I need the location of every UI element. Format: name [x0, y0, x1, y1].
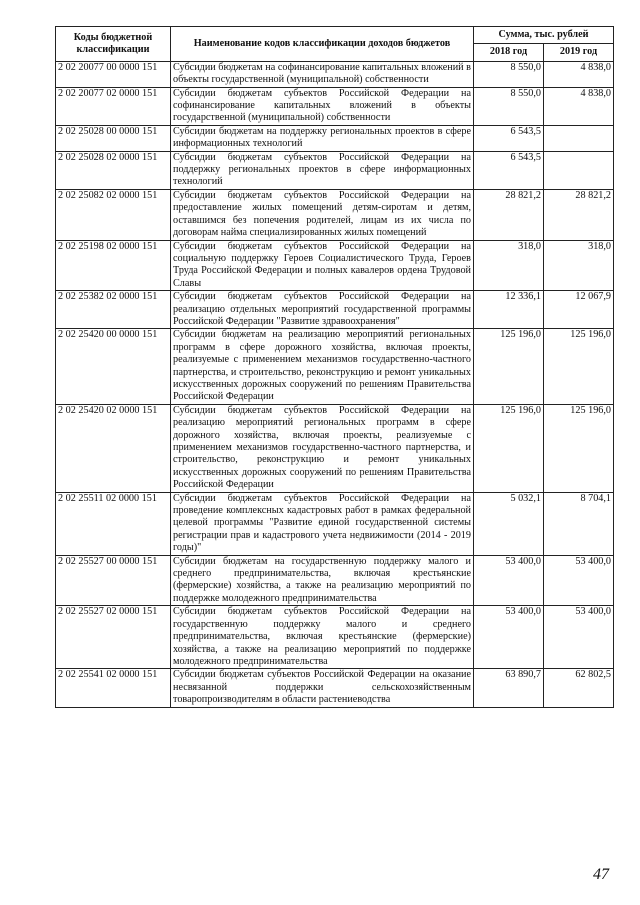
row-value-2019: 125 196,0 [544, 329, 614, 404]
row-code: 2 02 25382 02 0000 151 [56, 291, 171, 329]
row-value-2018: 5 032,1 [474, 492, 544, 555]
row-code: 2 02 25198 02 0000 151 [56, 240, 171, 291]
row-code: 2 02 20077 00 0000 151 [56, 61, 171, 87]
row-name: Субсидии бюджетам субъектов Российской Федерации на государственную поддержку малого и среднего предпринимательства, включая крестьянские (фермерские) хозяйства, а также на реализацию мероприятий по поддержке молодежного предпринимательства [171, 606, 474, 669]
row-name: Субсидии бюджетам на государственную поддержку малого и среднего предпринимательства, включая крестьянские (фермерские) хозяйства, а также на реализацию мероприятий по поддержке молодежного предпринимательства [171, 555, 474, 606]
table-row [56, 404, 614, 492]
header-name: Наименование кодов классификации доходов бюджетов [171, 27, 474, 62]
table-row [56, 61, 614, 87]
header-year-2018: 2018 год [474, 44, 544, 61]
row-value-2018: 318,0 [474, 240, 544, 291]
row-value-2018: 125 196,0 [474, 329, 544, 404]
row-code: 2 02 25028 00 0000 151 [56, 125, 171, 151]
table-row [56, 291, 614, 329]
row-name: Субсидии бюджетам субъектов Российской Федерации на социальную поддержку Героев Социалистического Труда, Героев Труда Российской Федерации и полных кавалеров ордена Трудовой Славы [171, 240, 474, 291]
row-value-2019: 53 400,0 [544, 606, 614, 669]
row-value-2019: 62 802,5 [544, 669, 614, 707]
table-row [56, 189, 614, 240]
row-name: Субсидии бюджетам субъектов Российской Федерации на поддержку региональных проектов в сфере информационных технологий [171, 151, 474, 189]
row-value-2019: 53 400,0 [544, 555, 614, 606]
row-value-2019: 125 196,0 [544, 404, 614, 492]
row-value-2018: 12 336,1 [474, 291, 544, 329]
table-row [56, 606, 614, 669]
row-code: 2 02 25541 02 0000 151 [56, 669, 171, 707]
table-row [56, 151, 614, 189]
header-year-2019: 2019 год [544, 44, 614, 61]
row-value-2019: 4 838,0 [544, 87, 614, 125]
row-name: Субсидии бюджетам субъектов Российской Федерации на софинансирование капитальных вложений в объекты государственной (муниципальной) собственности [171, 87, 474, 125]
row-code: 2 02 25511 02 0000 151 [56, 492, 171, 555]
row-value-2018: 63 890,7 [474, 669, 544, 707]
row-name: Субсидии бюджетам на реализацию мероприятий региональных программ в сфере дорожного хозяйства, включая проекты, реализуемые с применением механизмов государственно-частного партнерства, и строительство, реконструкцию и ремонт уникальных искусственных дорожных сооружений по решениям Правительства Российской Федерации [171, 329, 474, 404]
header-sum: Сумма, тыс. рублей [474, 27, 614, 44]
row-value-2018: 28 821,2 [474, 189, 544, 240]
row-value-2018: 53 400,0 [474, 555, 544, 606]
row-name: Субсидии бюджетам субъектов Российской Федерации на оказание несвязанной поддержки сельскохозяйственным товаропроизводителям в области растениеводства [171, 669, 474, 707]
table-row [56, 329, 614, 404]
row-value-2019: 28 821,2 [544, 189, 614, 240]
row-code: 2 02 25082 02 0000 151 [56, 189, 171, 240]
header-code: Коды бюджетной классификации [56, 27, 171, 62]
row-name: Субсидии бюджетам субъектов Российской Федерации на предоставление жилых помещений детям-сиротам и детям, оставшимся без попечения родителей, лицам из их числа по договорам найма специализированных жилых помещений [171, 189, 474, 240]
row-name: Субсидии бюджетам субъектов Российской Федерации на реализацию мероприятий региональных программ в сфере дорожного хозяйства, включая проекты, реализуемые с применением механизмов государственно-частного партнерства, и строительство, реконструкцию и ремонт уникальных искусственных дорожных сооружений по решениям Правительства Российской Федерации [171, 404, 474, 492]
row-value-2018: 53 400,0 [474, 606, 544, 669]
row-value-2019 [544, 151, 614, 189]
row-value-2018: 8 550,0 [474, 87, 544, 125]
row-code: 2 02 25028 02 0000 151 [56, 151, 171, 189]
row-code: 2 02 25527 02 0000 151 [56, 606, 171, 669]
row-name: Субсидии бюджетам субъектов Российской Федерации на проведение комплексных кадастровых работ в рамках федеральной целевой программы "Развитие единой государственной системы регистрации прав и кадастрового учета недвижимости (2014 - 2019 годы)" [171, 492, 474, 555]
table-row [56, 87, 614, 125]
row-value-2019: 8 704,1 [544, 492, 614, 555]
row-value-2019: 4 838,0 [544, 61, 614, 87]
row-code: 2 02 25420 00 0000 151 [56, 329, 171, 404]
table-row [56, 125, 614, 151]
row-code: 2 02 20077 02 0000 151 [56, 87, 171, 125]
budget-table [55, 26, 614, 708]
table-row [56, 555, 614, 606]
row-value-2019: 12 067,9 [544, 291, 614, 329]
row-value-2018: 6 543,5 [474, 125, 544, 151]
row-name: Субсидии бюджетам субъектов Российской Федерации на реализацию отдельных мероприятий государственной программы Российской Федерации "Развитие здравоохранения" [171, 291, 474, 329]
row-name: Субсидии бюджетам на поддержку региональных проектов в сфере информационных технологий [171, 125, 474, 151]
row-value-2018: 8 550,0 [474, 61, 544, 87]
row-value-2019: 318,0 [544, 240, 614, 291]
row-value-2018: 6 543,5 [474, 151, 544, 189]
row-value-2019 [544, 125, 614, 151]
table-row [56, 492, 614, 555]
page-number: 47 [593, 866, 609, 883]
row-code: 2 02 25420 02 0000 151 [56, 404, 171, 492]
row-name: Субсидии бюджетам на софинансирование капитальных вложений в объекты государственной (муниципальной) собственности [171, 61, 474, 87]
row-value-2018: 125 196,0 [474, 404, 544, 492]
table-row [56, 240, 614, 291]
table-row [56, 669, 614, 707]
row-code: 2 02 25527 00 0000 151 [56, 555, 171, 606]
